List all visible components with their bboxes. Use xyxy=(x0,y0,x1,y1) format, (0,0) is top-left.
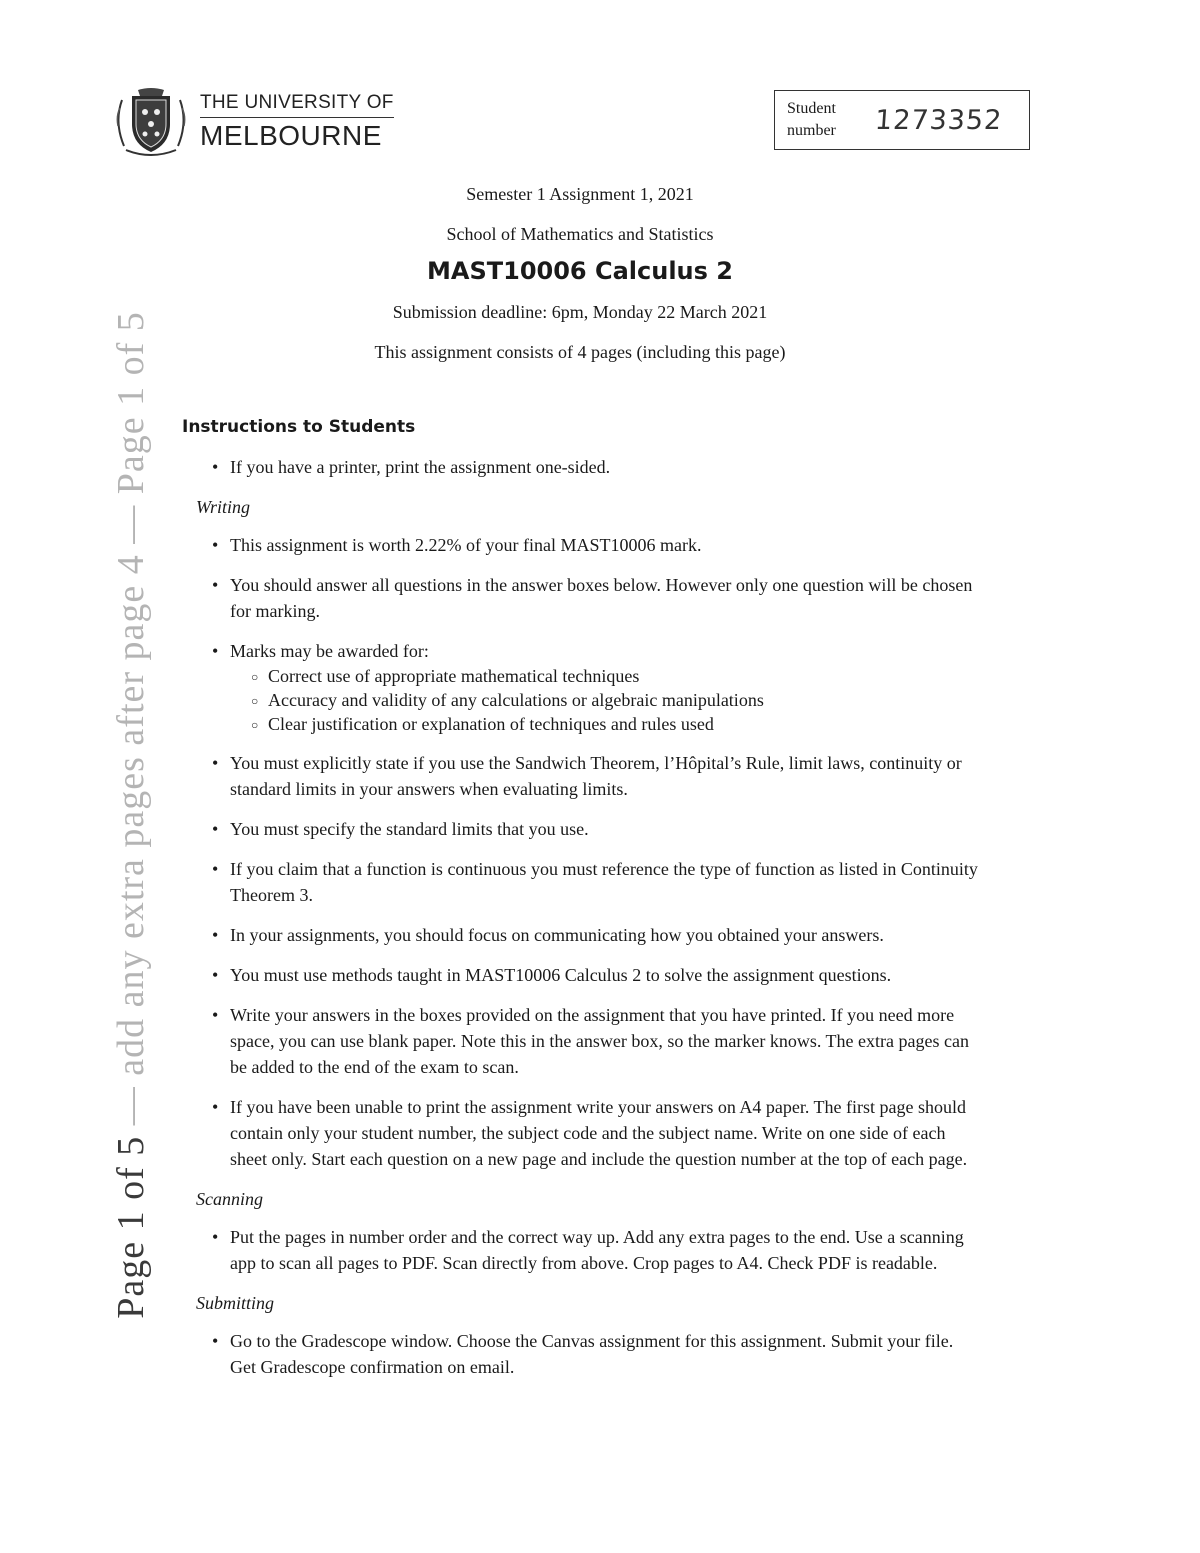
university-name-line2: MELBOURNE xyxy=(200,120,382,151)
list-item-marks xyxy=(230,638,982,736)
watermark-page-number: Page 1 of 5 xyxy=(110,1135,152,1319)
page-count-line: This assignment consists of 4 pages (including this page) xyxy=(374,342,786,362)
marks-intro: Marks may be awarded for: xyxy=(230,641,429,661)
submitting-heading: Submitting xyxy=(196,1293,275,1313)
list-item: • Put the pages in number order and the correct way up. Add any extra pages to the end. Use a scanning app to scan all pages to PDF. Scan directly from above. Crop pages to A4. Check PDF is readable. xyxy=(230,1224,982,1276)
list-item: • This assignment is worth 2.22% of your final MAST10006 mark. xyxy=(230,532,982,558)
intro-list xyxy=(182,454,982,480)
list-item: • You must specify the standard limits that you use. xyxy=(230,816,982,842)
sub-list-item: ○ Clear justification or explanation of techniques and rules used xyxy=(268,712,982,736)
margin-watermark xyxy=(109,311,153,1319)
semester-line: Semester 1 Assignment 1, 2021 xyxy=(466,184,694,204)
writing-list xyxy=(182,532,982,1172)
scanning-heading: Scanning xyxy=(196,1189,263,1209)
university-name xyxy=(200,92,394,152)
marks-sub-list xyxy=(230,664,982,736)
list-item: • You should answer all questions in the answer boxes below. However only one question will be chosen for marking. xyxy=(230,572,982,624)
student-number-value: 1273352 xyxy=(873,104,1004,136)
deadline-line: Submission deadline: 6pm, Monday 22 March 2021 xyxy=(392,302,768,322)
list-item: • You must explicitly state if you use the Sandwich Theorem, l’Hôpital’s Rule, limit laws, continuity or standard limits in your answers when evaluating limits. xyxy=(230,750,982,802)
school-line: School of Mathematics and Statistics xyxy=(446,224,714,244)
sub-list-item: ○ Correct use of appropriate mathematical techniques xyxy=(268,664,982,688)
instructions xyxy=(182,414,982,1394)
list-item: • In your assignments, you should focus on communicating how you obtained your answers. xyxy=(230,922,982,948)
university-logo xyxy=(112,84,412,160)
list-item: • If you claim that a function is continuous you must reference the type of function as listed in Continuity Theorem 3. xyxy=(230,856,982,908)
student-number-box xyxy=(774,90,1030,150)
list-item: • Go to the Gradescope window. Choose the Canvas assignment for this assignment. Submit your file. Get Gradescope confirmation on email. xyxy=(230,1328,982,1380)
writing-heading: Writing xyxy=(196,497,251,517)
sub-list-item: ○ Accuracy and validity of any calculations or algebraic manipulations xyxy=(268,688,982,712)
subject-title: MAST10006 Calculus 2 xyxy=(427,257,733,285)
submitting-list xyxy=(182,1328,982,1380)
university-crest-icon xyxy=(112,86,190,158)
list-item: • You must use methods taught in MAST10006 Calculus 2 to solve the assignment questions. xyxy=(230,962,982,988)
list-item: • If you have a printer, print the assignment one-sided. xyxy=(230,454,982,480)
scanning-list xyxy=(182,1224,982,1276)
list-item: • Write your answers in the boxes provided on the assignment that you have printed. If you need more space, you can use blank paper. Note this in the answer box, so the marker knows. The extra pages can be added to the end of the exam to scan. xyxy=(230,1002,982,1080)
instructions-heading: Instructions to Students xyxy=(182,417,416,437)
student-number-label: Student number xyxy=(787,100,836,139)
university-name-line1: THE UNIVERSITY OF xyxy=(200,92,394,118)
watermark-extra-pages-note: — add any extra pages after page 4 — Page 1 of 5 xyxy=(110,311,152,1136)
list-item: • If you have been unable to print the assignment write your answers on A4 paper. The first page should contain only your student number, the subject code and the subject name. Write on one side of each sheet only. Start each question on a new page and include the question number at the top of each page. xyxy=(230,1094,982,1172)
